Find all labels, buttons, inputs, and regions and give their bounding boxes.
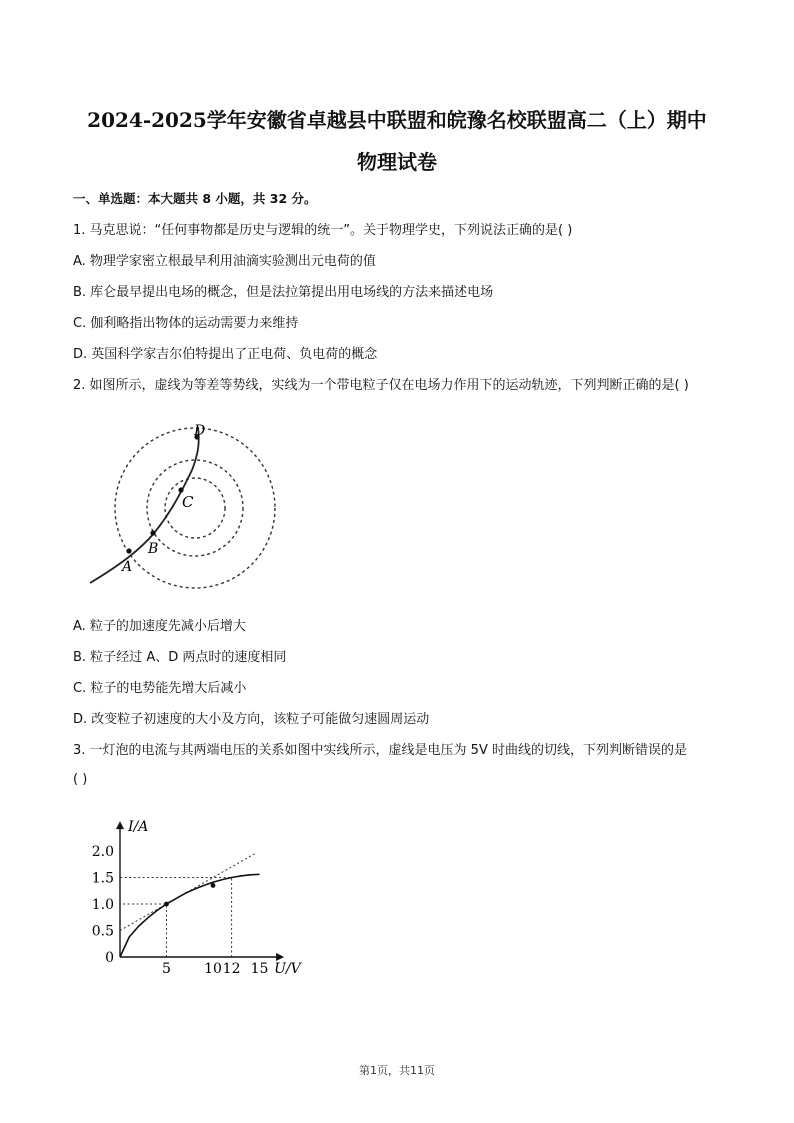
y-tick-label: 1.5 <box>91 870 114 887</box>
y-tick-label: 0 <box>105 950 114 966</box>
x-axis-label: U/V <box>274 961 301 977</box>
x-axis-arrow <box>276 953 284 961</box>
label-c: C <box>182 493 194 511</box>
point-a <box>126 548 131 553</box>
exam-title-line1: 2024-2025学年安徽省卓越县中联盟和皖豫名校联盟高二（上）期中 <box>87 108 707 132</box>
y-tick-label: 0.5 <box>91 923 114 940</box>
point-b <box>150 530 155 535</box>
q2-option-b: B. 粒子经过 A、D 两点时的速度相同 <box>73 650 287 665</box>
x-tick-label: 12 <box>222 961 241 977</box>
guide-line <box>120 878 232 958</box>
x-tick-label: 10 <box>204 961 222 977</box>
iv-curve <box>120 874 260 957</box>
y-axis-label: I/A <box>128 819 149 836</box>
equipotential-inner <box>165 478 225 538</box>
iv-chart <box>80 805 340 985</box>
equipotential-outer <box>115 428 275 588</box>
label-a: A <box>122 559 133 575</box>
page-footer: 第1页，共11页 <box>359 1064 435 1077</box>
q3-stem-line2: ( ) <box>73 772 88 787</box>
exam-title-line2: 物理试卷 <box>357 150 437 174</box>
label-d: D <box>194 423 206 439</box>
q2-stem: 2. 如图所示，虚线为等差等势线，实线为一个带电粒子仅在电场力作用下的运动轨迹，下列判断正确的是( ) <box>73 378 689 393</box>
q1-option-b: B. 库仑最早提出电场的概念，但是法拉第提出用电场线的方法来描述电场 <box>73 285 494 300</box>
q2-figure <box>80 415 280 590</box>
section-heading: 一、单选题：本大题共 8 小题，共 32 分。 <box>73 191 317 206</box>
q2-option-a: A. 粒子的加速度先减小后增大 <box>73 619 246 634</box>
y-tick-label: 2.0 <box>91 844 114 860</box>
x-tick-label: 15 <box>250 961 269 977</box>
y-axis-arrow <box>116 821 124 829</box>
q1-stem: 1. 马克思说：“任何事物都是历史与逻辑的统一”。关于物理学史，下列说法正确的是( ) <box>73 223 573 238</box>
y-tick-label: 1.0 <box>91 897 114 913</box>
q2-option-c: C. 粒子的电势能先增大后减小 <box>73 681 247 696</box>
point-c <box>178 487 183 492</box>
q2-option-d: D. 改变粒子初速度的大小及方向，该粒子可能做匀速圆周运动 <box>73 712 430 727</box>
q1-option-a: A. 物理学家密立根最早利用油滴实验测出元电荷的值 <box>73 254 376 269</box>
equipotential-middle <box>147 460 243 556</box>
x-tick-label: 5 <box>162 961 171 977</box>
data-point <box>211 883 216 888</box>
data-point <box>164 902 169 907</box>
guide-line <box>120 904 167 957</box>
q3-stem-line1: 3. 一灯泡的电流与其两端电压的关系如图中实线所示，虚线是电压为 5V 时曲线的切线，下列判断错误的是 <box>73 743 687 758</box>
label-b: B <box>148 541 159 557</box>
q1-option-c: C. 伽利略指出物体的运动需要力来维持 <box>73 316 299 331</box>
q1-option-d: D. 英国科学家吉尔伯特提出了正电荷、负电荷的概念 <box>73 347 378 362</box>
